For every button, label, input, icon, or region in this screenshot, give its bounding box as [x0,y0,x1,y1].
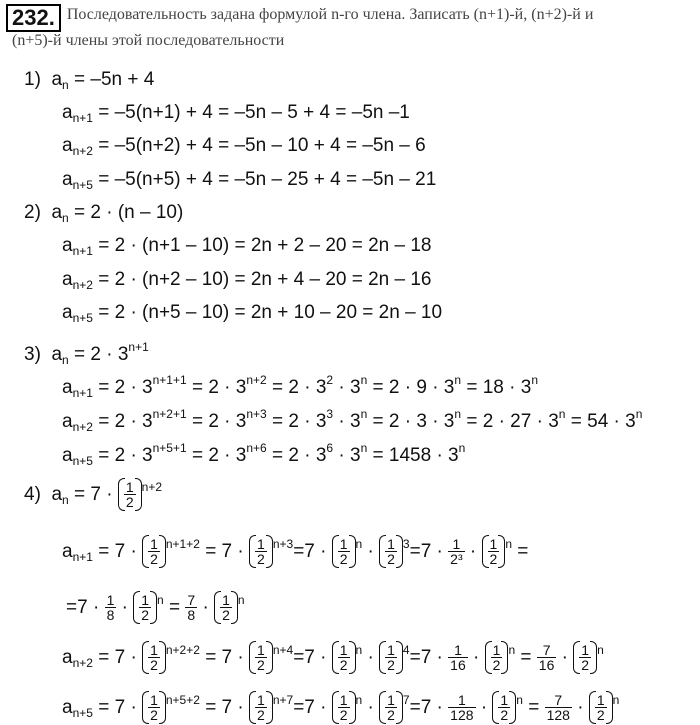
problem-number: 232. [6,4,61,32]
part2-line2: $a_{n+2} = 2 \cdot (n+2 - 10) = 2n + 4 - 20 = 2n - 16$ [62,269,432,292]
part1-line2: $a_{n+2} = -5(n+2) + 4 = -5n - 10 + 4 = -5n - 6$ [62,135,426,158]
part2-line3: $a_{n+5} = 2 \cdot (n+5 - 10) = 2n + 10 - 20 = 2n - 10$ [62,302,443,325]
part4-line3: $a_{n+5} = 7$ · $\frac{1}{2}$ $^{n+5+2}$ = 7 · $\frac{1}{2}$ $^{n+7}$=7 · $\frac{1}{2}$ $^n$ · $\frac{1}{2}$ $^7$=7 · $\frac{1}{128}$ · $\frac{1}{2}$ $^n$ = $\frac{7}{128}$ · $\frac{1}{2}$ $^n$ [62,692,620,724]
part2-definition: 2) $a_n = 2 \cdot (n - 10)$ [24,202,184,225]
part1-line1: $a_{n+1} = -5(n+1) + 4 = -5n - 5 + 4 = -5n$ –1 [62,102,410,125]
part3-line1: $a_{n+1} = 2 \cdot 3^{n+1+1} = 2 \cdot 3^{n+2} = 2 \cdot 3^2 \cdot 3^n = 2 \cdot 9 \cdot 3^n = 18 \cdot 3^n$ [62,373,539,400]
problem-header [6,4,696,32]
problem-text-line1: Последовательность задана формулой n-го члена. Записать (n+1)-й, (n+2)-й и [66,6,594,23]
problem-text-line2: (n+5)-й члены этой последовательности [12,32,285,49]
part1-definition: 1) $a_n = -5n + 4$ [24,69,155,92]
part2-line1: $a_{n+1} = 2 \cdot (n+1 - 10) = 2n + 2 - 20 = 2n - 18$ [62,235,432,258]
part3-line3: $a_{n+5} = 2 \cdot 3^{n+5+1} = 2 \cdot 3^{n+6} = 2 \cdot 3^6 \cdot 3^n = 1458 \cdot 3^n$ [62,441,466,468]
part4-line2: $a_{n+2} = 7$ · $\frac{1}{2}$ $^{n+2+2}$ = 7 · $\frac{1}{2}$ $^{n+4}$=7 · $\frac{1}{2}$ $^n$ · $\frac{1}{2}$ $^4$=7 · $\frac{1}{16}$ · $\frac{1}{2}$ $^n$ = $\frac{7}{16}$ · $\frac{1}{2}$ $^n$ [62,642,604,674]
part4-line1-cont: =7 · $\frac{1}{8}$ · $\frac{1}{2}$ $^n$ = $\frac{7}{8}$ · $\frac{1}{2}$ $^n$ [66,592,245,624]
part3-definition: 3) $a_n = 2 \cdot 3^{n+1}$ [24,340,149,367]
part4-definition: 4) $a_n = 7$ · $\frac{1}{2}$ $^{n+2}$ [24,479,162,511]
part4-line1: $a_{n+1} = 7$ · $\frac{1}{2}$ $^{n+1+2}$ = 7 · $\frac{1}{2}$ $^{n+3}$=7 · $\frac{1}{2}$ $^n$ · $\frac{1}{2}$ $^3$=7 · $\frac{1}{\text{2³}}$ · $\frac{1}{2}$ $^n$ = [62,536,529,568]
half-fraction: $\frac{1}{2}$ [118,480,142,509]
part1-line3: $a_{n+5} = -5(n+5) + 4 = -5n - 25 + 4 = -5n - 21$ [62,169,437,192]
part3-line2: $a_{n+2} = 2 \cdot 3^{n+2+1} = 2 \cdot 3^{n+3} = 2 \cdot 3^3 \cdot 3^n = 2 \cdot 3 \cdot 3^n = 2 \cdot 27 \cdot 3^n = 54 \cdot 3^n$ [62,407,643,434]
